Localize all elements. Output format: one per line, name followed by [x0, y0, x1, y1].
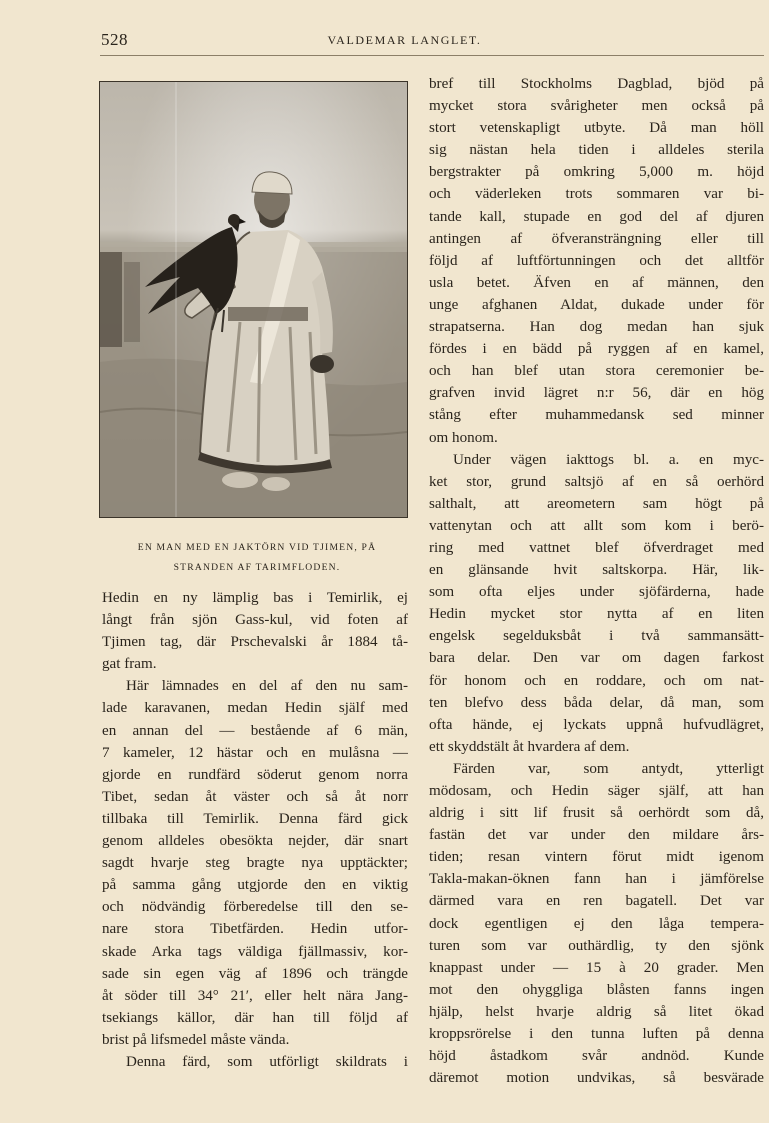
text-line: bref till Stockholms Dagblad, bjöd på: [429, 76, 764, 92]
text-line: om honom.: [429, 429, 498, 446]
text-line: på samma gång utgjorde den en viktig: [102, 877, 408, 894]
text-line: ett skyddstält åt hvardera af dem.: [429, 738, 630, 755]
text-line: unge afghanen Aldat, dukade under för: [429, 296, 764, 313]
text-line: Hedin en ny lämplig bas i Temirlik, ej: [102, 590, 408, 606]
text-line: engelsk segelduksbåt i två sammansätt-: [429, 628, 764, 645]
photo-man-with-eagle-icon: [100, 82, 407, 517]
text-line: turen som var outhärdlig, ty den sjönk: [429, 937, 764, 954]
text-line: fördes i en bädd på ryggen af en kamel,: [429, 341, 764, 358]
text-line: sig nästan hela tiden i alldeles sterila: [429, 142, 764, 159]
text-line: ring med vattnet blef öfverdraget med: [429, 539, 764, 556]
text-line: tiden; resan vintern förut midt igenom: [429, 849, 764, 866]
text-line: genom alldeles obesökta nejder, där snart: [102, 833, 408, 850]
text-line: ten blefvo dess båda delar, då man, som: [429, 694, 764, 711]
figure-photo: [99, 81, 408, 518]
text-line: strapatserna. Han dog medan han sjuk: [429, 319, 764, 336]
figure-caption: [104, 538, 410, 578]
text-line: åt söder till 34° 21′, eller helt nära Jang-: [102, 987, 408, 1004]
page-number: 528: [101, 30, 128, 49]
header-rule: [100, 55, 764, 56]
text-line: Tjimen tag, där Prschevalski år 1884 tå-: [102, 634, 408, 651]
text-line: sade sin egen väg af 1896 och trängde: [102, 965, 408, 982]
caption-line: STRANDEN AF TARIMFLODEN.: [173, 562, 341, 573]
text-line: för honom och en roddare, och om nat-: [429, 672, 764, 689]
text-line: brist på lifsmedel måste vända.: [102, 1031, 290, 1048]
text-line: därmed vara en ren bagatell. Det var: [429, 893, 764, 910]
text-line: Denna färd, som utförligt skildrats i: [126, 1053, 408, 1070]
caption-line: EN MAN MED EN JAKTÖRN VID TJIMEN, PÅ: [137, 542, 377, 553]
text-line: och väderleken trots sommaren var bi-: [429, 186, 764, 203]
text-line: skade Arka tags väldiga fjällmassiv, kor-: [102, 943, 408, 960]
text-line: som ofta eljes under sjöfärderna, hade: [429, 584, 764, 601]
text-line: gat fram.: [102, 656, 157, 673]
text-line: salthalt, att areometern sam högt på: [429, 495, 764, 512]
text-line: mycket stora svårigheter men också på: [429, 98, 764, 115]
text-line: usla betet. Äfven en af männen, den: [429, 274, 764, 291]
text-line: lade karavanen, medan Hedin själf med: [102, 700, 408, 717]
text-line: följd af luftförtunningen och det alltför: [429, 252, 764, 269]
text-line: fastän det var under den mildare års-: [429, 827, 764, 844]
text-line: gjorde en rundfärd söderut genom norra: [102, 766, 408, 783]
text-line: vattenytan och att allt som kom i berö-: [429, 517, 764, 534]
text-line: dock egentligen ej den låga tempera-: [429, 915, 764, 932]
left-column: [102, 587, 408, 1073]
text-line: en annan del — bestående af 6 män,: [102, 722, 408, 739]
text-line: bara delar. Den var om dagen farkost: [429, 650, 764, 667]
running-head: VALDEMAR LANGLET.: [327, 33, 482, 47]
text-line: och han blef utan stora ceremonier be-: [429, 363, 764, 380]
text-line: aldrig i sitt lif frusit så oerhördt som då,: [429, 805, 764, 822]
text-line: och nödvändig förberedelse till den se-: [102, 899, 408, 916]
text-line: en glänsande hvit saltskorpa. Här, lik-: [429, 562, 764, 579]
text-line: grafven invid lägret n:r 56, där en hög: [429, 385, 764, 402]
text-line: Takla-makan-öknen fann han i jämförelse: [429, 871, 764, 888]
text-line: långt från sjön Gass-kul, vid foten af: [102, 612, 408, 629]
text-line: nare stora Tibetfärden. Hedin utfor-: [102, 921, 408, 938]
text-line: knappast under — 15 à 20 grader. Men: [429, 959, 764, 976]
text-line: hjälp, helst hvarje aldrig så litet ökad: [429, 1003, 764, 1020]
right-column: [429, 73, 764, 1089]
text-line: 7 kameler, 12 hästar och en mulåsna —: [102, 744, 408, 761]
text-line: Hedin mycket stor nytta af en liten: [429, 606, 764, 623]
text-line: mot den ohyggliga blåsten fanns ingen: [429, 981, 764, 998]
text-line: mödosam, och Hedin säger själf, att han: [429, 783, 764, 799]
text-line: bergstrakter på omkring 5,000 m. höjd: [429, 164, 764, 181]
text-line: Färden var, som antydt, ytterligt: [453, 760, 764, 777]
text-line: ket stor, grund saltsjö af en så oerhörd: [429, 473, 764, 490]
text-line: antingen af öfveransträngning eller till: [429, 230, 764, 247]
text-line: stång efter muhammedansk sed minner: [429, 407, 764, 424]
text-line: ofta hände, ej lyckats uppnå hufvudlägret,: [429, 716, 764, 733]
text-line: stort vetenskapligt utbyte. Då man höll: [429, 120, 764, 137]
text-line: däremot motion undvikas, så besvärade: [429, 1070, 764, 1087]
text-line: Under vägen iakttogs bl. a. en myc-: [453, 451, 764, 468]
text-line: tsekiangs källor, där han till följd af: [102, 1009, 408, 1026]
text-line: Tibet, sedan åt väster och så åt norr: [102, 788, 408, 805]
text-line: tillbaka till Temirlik. Denna färd gick: [102, 810, 408, 827]
text-line: tande kall, stupade en god del af djuren: [429, 208, 764, 225]
text-line: höjd åstadkom svår andnöd. Kunde: [429, 1048, 764, 1065]
text-line: sagdt hvarje steg bragte nya upptäckter;: [102, 855, 408, 872]
text-line: kroppsrörelse i den tunna luften på denna: [429, 1026, 764, 1043]
text-line: Här lämnades en del af den nu sam-: [126, 678, 408, 695]
